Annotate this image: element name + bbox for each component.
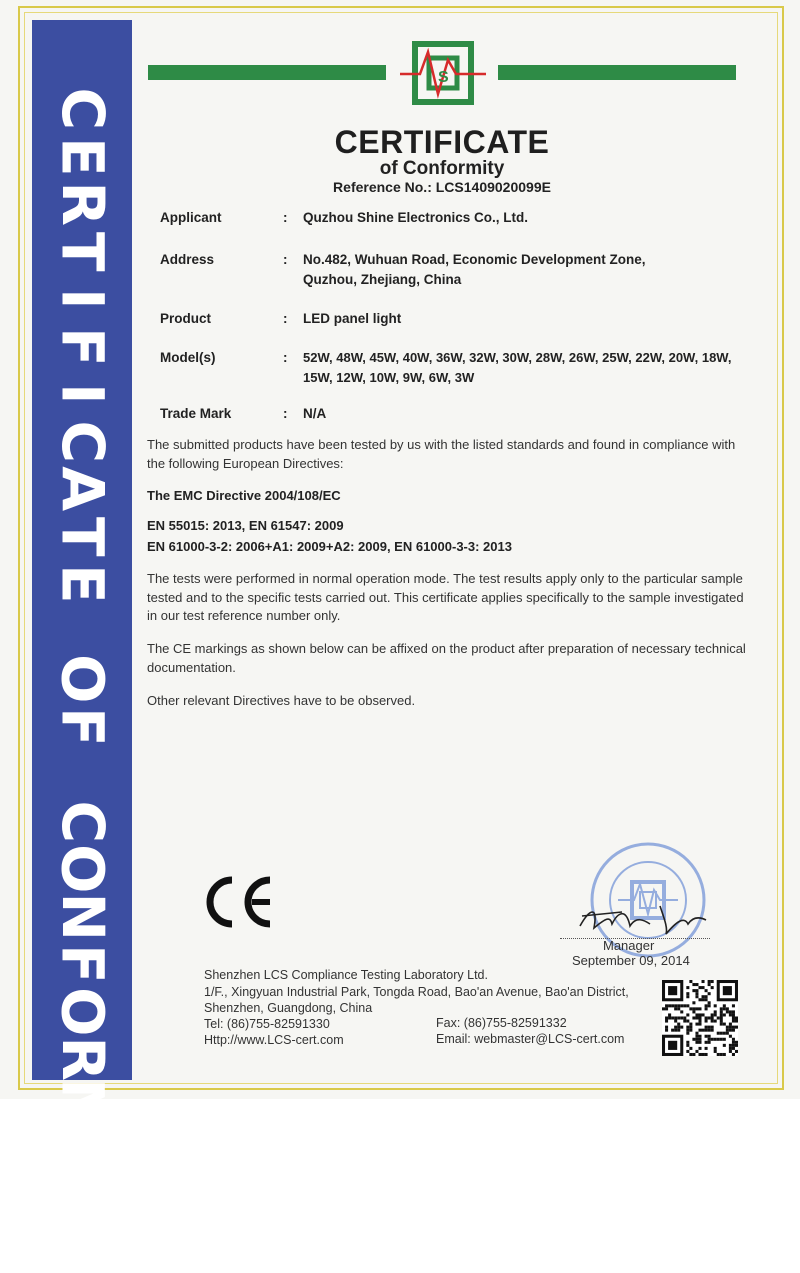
sidebar-letter: F	[48, 943, 117, 984]
address-label: Address	[160, 252, 215, 267]
header-bar-left	[148, 65, 386, 80]
sidebar-letter: T	[48, 516, 117, 557]
lcs-logo-icon	[398, 40, 488, 106]
sidebar-letter: C	[48, 87, 117, 131]
lab-address-line-1: 1/F., Xingyuan Industrial Park, Tongda Road, Bao'an Avenue, Bao'an District,	[204, 985, 629, 999]
sidebar-letter: O	[48, 986, 117, 1036]
reference-number: Reference No.: LCS1409020099E	[333, 179, 551, 195]
emc-directive: The EMC Directive 2004/108/EC	[147, 488, 341, 503]
models-colon: :	[283, 350, 288, 365]
trade-mark-value: N/A	[303, 406, 327, 421]
applicant-label: Applicant	[160, 210, 222, 225]
intro-paragraph: The submitted products have been tested by us with the listed standards and found in compliance with the following European Directives:	[147, 437, 736, 471]
standards-line-2: EN 61000-3-2: 2006+A1: 2009+A2: 2009, EN 61000-3-3: 2013	[147, 539, 512, 554]
lab-tel: Tel: (86)755-82591330	[204, 1017, 330, 1031]
product-colon: :	[283, 311, 288, 326]
product-label: Product	[160, 311, 212, 326]
sidebar-letter: M	[48, 1077, 117, 1136]
sidebar-letter: O	[48, 654, 117, 704]
applicant-value: Quzhou Shine Electronics Co., Ltd.	[303, 210, 529, 225]
other-directives-paragraph: Other relevant Directives have to be observed.	[147, 693, 416, 708]
svg-text:S: S	[438, 69, 449, 86]
sidebar-letter: C	[48, 419, 117, 463]
lab-fax: Fax: (86)755-82591332	[436, 1016, 567, 1030]
sidebar-vertical-text	[32, 85, 132, 1273]
sidebar-letter: E	[48, 563, 117, 604]
sidebar-letter: N	[48, 891, 117, 941]
product-value: LED panel light	[303, 311, 402, 326]
signature-date: September 09, 2014	[572, 953, 690, 968]
sidebar-letter: I	[48, 287, 117, 310]
sidebar-letter: A	[48, 466, 117, 512]
sidebar-letter: R	[48, 181, 117, 227]
ce-mark-icon	[200, 872, 280, 932]
sidebar-letter: C	[48, 799, 117, 843]
sidebar-letter: O	[48, 844, 117, 894]
certificate-subtitle: of Conformity	[379, 158, 505, 179]
ce-markings-paragraph: The CE markings as shown below can be affixed on the product after preparation of necessary technical documentation.	[147, 641, 746, 675]
models-value: 52W, 48W, 45W, 40W, 36W, 32W, 30W, 28W, 26W, 25W, 22W, 20W, 18W, 15W, 12W, 10W, 9W, 6W, 3W	[303, 350, 732, 385]
standards-line-1: EN 55015: 2013, EN 61547: 2009	[147, 518, 344, 533]
sidebar-letter: Y	[48, 1227, 117, 1270]
sidebar-letter: T	[48, 231, 117, 272]
sidebar-letter: R	[48, 1036, 117, 1082]
sidebar-letter: F	[48, 326, 117, 367]
lab-name: Shenzhen LCS Compliance Testing Laboratory Ltd.	[204, 968, 488, 982]
header-bar-right	[498, 65, 736, 80]
certificate-title: CERTIFICATE	[334, 124, 550, 160]
manager-title: Manager	[603, 938, 655, 953]
tests-paragraph: The tests were performed in normal operation mode. The test results apply only to the particular sample tested and to the specific tests carried out. This certificate applies specifically to the sample investigated in our test reference number only.	[147, 571, 744, 623]
trade-mark-label: Trade Mark	[160, 406, 232, 421]
lab-website: Http://www.LCS-cert.com	[204, 1033, 344, 1047]
lab-address-line-2: Shenzhen, Guangdong, China	[204, 1001, 373, 1015]
trade-mark-colon: :	[283, 406, 288, 421]
address-value: No.482, Wuhuan Road, Economic Development Zone, Quzhou, Zhejiang, China	[303, 252, 646, 287]
address-colon: :	[283, 252, 288, 267]
sidebar-letter: T	[48, 1181, 117, 1222]
models-label: Model(s)	[160, 350, 216, 365]
applicant-colon: :	[283, 210, 288, 225]
lab-email: Email: webmaster@LCS-cert.com	[436, 1032, 625, 1046]
sidebar-letter: E	[48, 136, 117, 177]
sidebar-letter: I	[48, 382, 117, 405]
sidebar-letter: F	[48, 706, 117, 747]
qr-code-icon	[662, 980, 738, 1056]
sidebar-letter: I	[48, 1142, 117, 1165]
